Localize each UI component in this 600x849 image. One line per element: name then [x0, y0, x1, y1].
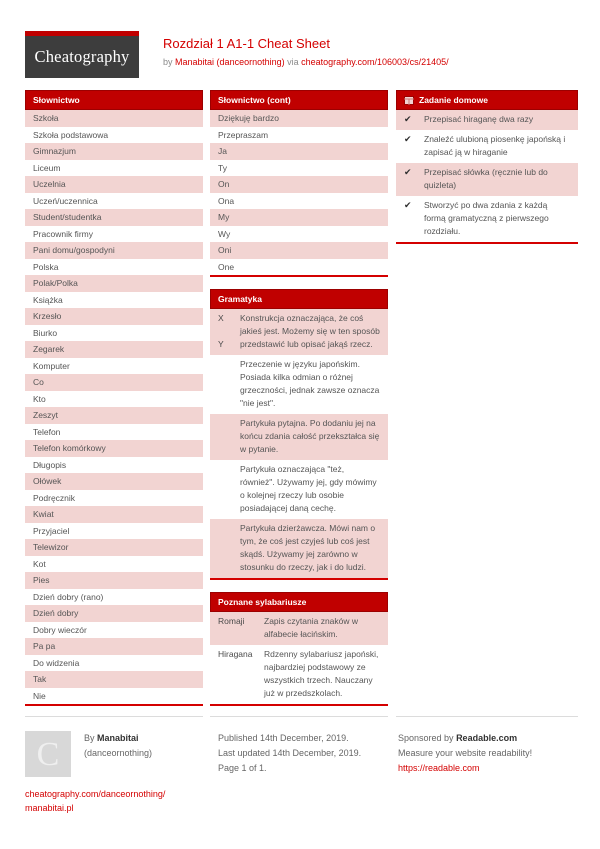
- page-title[interactable]: Rozdział 1 A1-1 Cheat Sheet: [163, 36, 330, 51]
- syllabary-row: [210, 612, 388, 645]
- panel-gramatyka: [210, 289, 388, 580]
- vocab-row: Gimnazjum: [25, 143, 203, 160]
- author-link[interactable]: Manabitai (danceornothing): [175, 57, 285, 67]
- vocab-row: Zeszyt: [25, 407, 203, 424]
- source-link[interactable]: cheatography.com/106003/cs/21405/: [301, 57, 449, 67]
- section-title: Słownictwo (cont): [218, 95, 291, 105]
- grammar-desc: Przeczenie w języku japońskim. Posiada kilka odmian o różnej grzeczności, jednak zawsze oznacza "nie jest".: [240, 359, 380, 408]
- vocab-row: Oni: [210, 242, 388, 259]
- section-header-zadanie-domowe: [396, 90, 578, 110]
- vocab-row: One: [218, 261, 235, 272]
- section-header-slownictwo-cont: [210, 90, 388, 110]
- sponsor-line: [398, 731, 578, 746]
- vocab-row: Polak/Polka: [25, 275, 203, 292]
- grammar-list: [210, 309, 388, 578]
- homework-item: [396, 196, 578, 242]
- footer-sponsor: [398, 731, 578, 776]
- vocab-row: Długopis: [33, 459, 67, 470]
- footer-author: [25, 731, 203, 815]
- grammar-term-top: X: [218, 313, 224, 323]
- sponsor-prefix: Sponsored by: [398, 733, 454, 743]
- grammar-row: [210, 355, 388, 414]
- vocab-row: My: [210, 209, 388, 226]
- sponsor-tagline: Measure your website readability!: [398, 748, 533, 758]
- last-updated-date: Last updated 14th December, 2019.: [218, 748, 362, 758]
- byline: [163, 57, 583, 67]
- vocab-row: Szkoła: [25, 110, 203, 127]
- via-label: via: [287, 57, 299, 67]
- homework-text: Przepisać hiraganę dwa razy: [424, 114, 534, 124]
- vocab-row: Podręcznik: [33, 492, 76, 503]
- title-block: [163, 36, 583, 67]
- vocab-row: Pies: [25, 572, 203, 589]
- homework-item: [396, 130, 578, 163]
- published-date: Published 14th December, 2019.: [218, 733, 349, 743]
- grammar-desc: Partykuła oznaczająca "też, również". Używamy jej, gdy mówimy o kolejnej rzeczy lub osobie posiadającej daną cechę.: [240, 464, 377, 513]
- sponsor-link[interactable]: https://readable.com: [398, 763, 480, 773]
- footer-divider-1: [25, 716, 203, 717]
- vocab-row: Książka: [33, 294, 63, 305]
- homework-item: [396, 110, 578, 130]
- syllabary-desc: Zapis czytania znaków w alfabecie łacińskim.: [264, 616, 359, 639]
- grammar-term: [218, 417, 240, 456]
- vocab-row: Krzesło: [25, 308, 203, 325]
- vocab-row: Telewizor: [25, 539, 203, 556]
- vocab-row: Kot: [33, 558, 46, 569]
- vocab-list-2: [210, 110, 388, 275]
- vocab-row: Przepraszam: [218, 129, 269, 140]
- page-number: Page 1 of 1.: [218, 763, 267, 773]
- vocab-row: Ona: [218, 195, 235, 206]
- section-title: Gramatyka: [218, 294, 262, 304]
- panel-sylabariusze: [210, 592, 388, 706]
- footer-profile-link[interactable]: cheatography.com/danceornothing/: [25, 789, 166, 799]
- grammar-desc: Partykuła dzierżawcza. Mówi nam o tym, że coś jest czyjeś lub coś jest skądś. Używamy jej zarówno w stosunku do rzeczy, jak i do ludzi.: [240, 523, 376, 572]
- vocab-row: Ołówek: [25, 473, 203, 490]
- footer-author-handle: (danceornothing): [84, 748, 153, 758]
- syllabary-list: [210, 612, 388, 704]
- grammar-desc: Konstrukcja oznaczająca, że coś jakieś jest. Możemy się w ten sposób przedstawić lub opisać jakąś rzecz.: [240, 313, 380, 349]
- vocab-row: Polska: [33, 261, 59, 272]
- grammar-row: [210, 460, 388, 519]
- checkmark-icon: ✔: [404, 200, 412, 210]
- vocab-row: Szkoła podstawowa: [33, 129, 109, 140]
- homework-text: Przepisać słówka (ręcznie lub do quizleta): [424, 167, 548, 190]
- vocab-row: Telefon: [33, 426, 61, 437]
- vocab-row: Kwiat: [25, 506, 203, 523]
- checkmark-icon: ✔: [404, 167, 412, 177]
- vocab-row: Uczeń/uczennica: [33, 195, 98, 206]
- homework-text: Znaleźć ulubioną piosenkę japońską i zapisać ją w hiraganie: [424, 134, 566, 157]
- section-title: Słownictwo: [33, 95, 80, 105]
- vocab-row: On: [210, 176, 388, 193]
- syllabary-desc: Rdzenny sylabariusz japoński, najbardziej podstawowy ze wszystkich trzech. Nauczany już w przedszkolach.: [264, 649, 379, 698]
- vocab-row: Biurko: [33, 327, 58, 338]
- section-header-sylabariusze: [210, 592, 388, 612]
- grammar-desc: Partykuła pytajna. Po dodaniu jej na końcu zdania całość przekształca się w pytanie.: [240, 418, 380, 454]
- vocab-row: Co: [25, 374, 203, 391]
- checkmark-icon: ✔: [404, 114, 412, 124]
- column-1: [25, 90, 203, 718]
- vocab-row: Do widzenia: [33, 657, 80, 668]
- sponsor-name[interactable]: Readable.com: [456, 733, 518, 743]
- section-header-slownictwo: [25, 90, 203, 110]
- vocab-row: Dziękuję bardzo: [210, 110, 388, 127]
- column-3: [396, 90, 578, 256]
- logo-text: Cheatography: [34, 47, 130, 66]
- grammar-term-bottom: Y: [218, 339, 224, 349]
- grammar-term: [218, 312, 240, 351]
- section-title: Poznane sylabariusze: [218, 597, 307, 607]
- footer-by-label: By: [84, 733, 95, 743]
- homework-item: [396, 163, 578, 196]
- footer-author-name[interactable]: Manabitai: [97, 733, 139, 743]
- vocab-row: Przyjaciel: [33, 525, 70, 536]
- vocab-row: Kto: [33, 393, 46, 404]
- table-icon: [404, 96, 414, 105]
- footer-links: [25, 777, 203, 815]
- grammar-term: [218, 358, 240, 410]
- grammar-term: [218, 463, 240, 515]
- vocab-row: Zegarek: [25, 341, 203, 358]
- cheatography-logo[interactable]: [25, 31, 139, 78]
- vocab-row: Nie: [33, 690, 46, 701]
- grammar-row: [210, 519, 388, 578]
- vocab-row: Pracownik firmy: [33, 228, 93, 239]
- vocab-row: Ja: [210, 143, 388, 160]
- avatar[interactable]: [25, 731, 71, 777]
- checkmark-icon: ✔: [404, 134, 412, 144]
- grammar-term: [218, 522, 240, 574]
- vocab-row: Student/studentka: [25, 209, 203, 226]
- vocab-list-1: [25, 110, 203, 704]
- vocab-row: Liceum: [33, 162, 61, 173]
- footer-divider-2: [210, 716, 388, 717]
- syllabary-term: Romaji: [218, 616, 245, 626]
- footer-divider-3: [396, 716, 578, 717]
- panel-slownictwo-cont: [210, 90, 388, 277]
- vocab-row: Ty: [218, 162, 227, 173]
- section-header-gramatyka: [210, 289, 388, 309]
- homework-list: [396, 110, 578, 242]
- vocab-row: Uczelnia: [25, 176, 203, 193]
- vocab-row: Wy: [218, 228, 231, 239]
- vocab-row: Dzień dobry: [25, 605, 203, 622]
- vocab-row: Dzień dobry (rano): [33, 591, 104, 602]
- grammar-row: [210, 414, 388, 460]
- vocab-row: Komputer: [33, 360, 70, 371]
- vocab-row: Dobry wieczór: [33, 624, 87, 635]
- vocab-row: Tak: [25, 671, 203, 688]
- syllabary-term: Hiragana: [218, 649, 253, 659]
- homework-text: Stworzyć po dwa zdania z każdą formą gramatyczną z pierwszego rozdziału.: [424, 200, 549, 236]
- footer-website-link[interactable]: manabitai.pl: [25, 803, 74, 813]
- panel-zadanie-domowe: [396, 90, 578, 244]
- by-label: by: [163, 57, 173, 67]
- syllabary-row: [210, 645, 388, 704]
- panel-slownictwo: [25, 90, 203, 706]
- vocab-row: Pani domu/gospodyni: [25, 242, 203, 259]
- footer-meta: [218, 731, 390, 776]
- vocab-row: Telefon komórkowy: [25, 440, 203, 457]
- column-2: [210, 90, 388, 718]
- section-title: Zadanie domowe: [419, 95, 488, 105]
- avatar-letter: C: [36, 735, 60, 773]
- grammar-row: [210, 309, 388, 355]
- vocab-row: Pa pa: [25, 638, 203, 655]
